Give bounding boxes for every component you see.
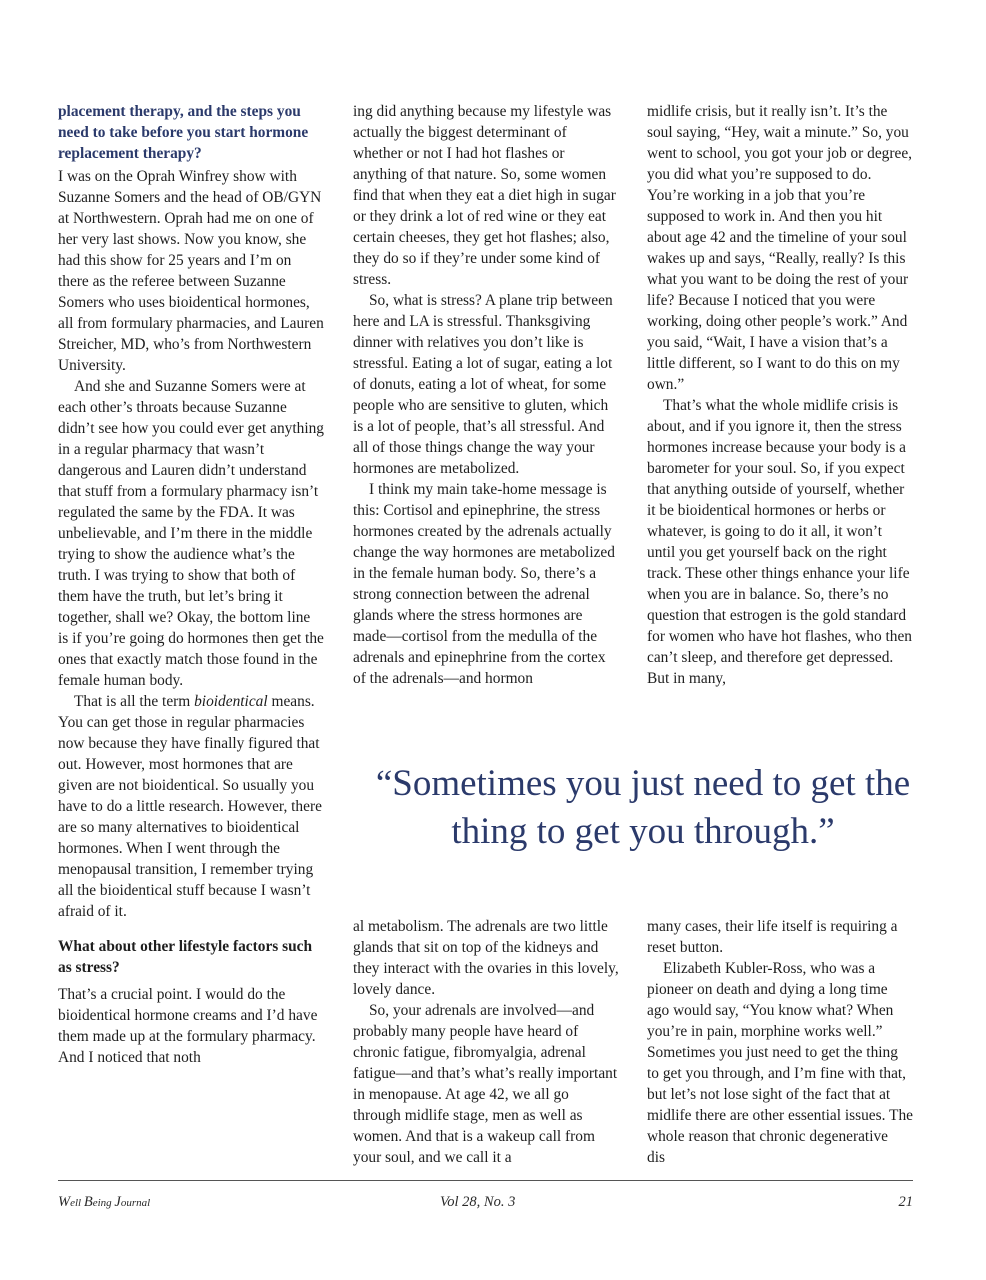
- answer-paragraph: many cases, their life itself is requiring a reset button.: [647, 918, 898, 956]
- paragraph-text: means. You can get those in regular pharmacies now because they have finally figured that out. However, most hormones that are given are not bioidentical. So usually you have to do a little research. However, there are so many alternatives to bioidentical hormones. When I went through the menopausal transition, I remember trying all the bioidentical stuff because I wasn’t afraid of it.: [58, 693, 322, 920]
- answer-paragraph: And she and Suzanne Somers were at each other’s throats because Suzanne didn’t see how you could ever get anything in a regular pharmacy that wasn’t dangerous and Lauren didn’t understand that stuff from a formulary pharmacy isn’t regulated the same by the FDA. It was unbelievable, and I’m there in the middle trying to show the audience what’s the truth. I was trying to show that both of them have the truth, but let’s bring it together, shall we? Okay, the bottom line is if you’re going do hormones then get the ones that exactly match those found in the female human body.: [58, 378, 324, 689]
- answer-paragraph: Elizabeth Kubler-Ross, who was a pioneer on death and dying a long time ago would say, “You know what? When you’re in pain, morphine works well.” Sometimes you just need to get the thing to get you through, and I’m fine with that, but let’s not lose sight of the fact that at midlife there are other essential issues. The whole reason that chronic degenerative dis: [647, 960, 913, 1166]
- article-column-3-bottom: [647, 916, 913, 1168]
- article-column-1: [58, 101, 324, 1068]
- answer-paragraph: midlife crisis, but it really isn’t. It’s the soul saying, “Hey, wait a minute.” So, you went to school, you got your job or degree, you did what you’re supposed to do. You’re working in a job that you’re supposed to work in. And then you hit about age 42 and the timeline of your soul wakes up and says, “Really, really? Is this what you want to be doing the rest of your life? Because I noticed that you were working, doing other people’s work.” And you said, “Wait, I have a vision that’s a little different, so I want to do this on my own.”: [647, 103, 913, 393]
- journal-name-part: eing: [92, 1197, 115, 1209]
- journal-name-part: ournal: [120, 1197, 151, 1209]
- answer-paragraph: That’s what the whole midlife crisis is about, and if you ignore it, then the stress hormones increase because your body is a barometer for your soul. So, if you expect that anything outside of yourself, whether it be bioidentical hormones or herbs or whatever, is going to do it all, it won’t until you get yourself back on the right track. These other things enhance your life when you are in balance. So, there’s no question that estrogen is the gold standard for women who have hot flashes, who then can’t sleep, and therefore get depressed. But in many,: [647, 397, 912, 687]
- journal-name-initial: B: [83, 1194, 93, 1210]
- answer-paragraph: That’s a crucial point. I would do the bioidentical hormone creams and I’d have them made up at the formulary pharmacy. And I noticed that noth: [58, 986, 318, 1066]
- article-column-2: [353, 101, 619, 689]
- answer-paragraph: al metabolism. The adrenals are two little glands that sit on top of the kidneys and they interact with the ovaries in this lovely, lovely dance.: [353, 918, 619, 998]
- answer-paragraph: I think my main take-home message is this: Cortisol and epinephrine, the stress hormones created by the adrenals actually change the way hormones are metabolized in the female human body. So, there’s a strong connection between the adrenal glands where the stress hormones are made—cortisol from the medulla of the adrenals and epinephrine from the cortex of the adrenals—and hormon: [353, 481, 615, 687]
- journal-name: [58, 1194, 150, 1211]
- page-number: 21: [898, 1194, 913, 1210]
- paragraph-text: That is all the term: [74, 693, 195, 710]
- answer-paragraph: I was on the Oprah Winfrey show with Suzanne Somers and the head of OB/GYN at Northwestern. Oprah had me on one of her very last shows. Now you know, she had this show for 25 years and I’m on there as the referee between Suzanne Somers who uses bioidentical hormones, all from formulary pharmacies, and Lauren Streicher, MD, who’s from Northwestern University.: [58, 168, 324, 374]
- answer-paragraph: ing did anything because my lifestyle was actually the biggest determinant of whether or not I had hot flashes or anything of that nature. So, some women find that when they eat a diet high in sugar or they drink a lot of red wine or they eat certain cheeses, they get hot flashes; also, they do so if they’re under some kind of stress.: [353, 103, 616, 288]
- interview-question-continued: placement therapy, and the steps you need to take before you start hormone replacement therapy?: [58, 103, 309, 162]
- issue-number: Vol 28, No. 3: [440, 1194, 516, 1210]
- journal-name-part: ell: [70, 1197, 84, 1209]
- interview-question: What about other lifestyle factors such as stress?: [58, 938, 313, 976]
- article-column-2-bottom: [353, 916, 619, 1168]
- pull-quote: “Sometimes you just need to get the thing to get you through.”: [375, 763, 911, 852]
- footer-divider: [58, 1180, 913, 1181]
- journal-name-initial: J: [114, 1194, 121, 1210]
- answer-paragraph: So, what is stress? A plane trip between here and LA is stressful. Thanksgiving dinner with relatives you don’t like is stressful. Eating a lot of sugar, eating a lot of donuts, eating a lot of wheat, for some people who are sensitive to gluten, which is a lot of people, that’s all stressful. And all of those things change the way your hormones are metabolized.: [353, 292, 613, 477]
- emphasized-term: bioidentical: [194, 693, 268, 710]
- answer-paragraph: [58, 691, 324, 922]
- journal-name-initial: W: [58, 1194, 71, 1210]
- article-column-3: [647, 101, 913, 689]
- answer-paragraph: So, your adrenals are involved—and probably many people have heard of chronic fatigue, fibromyalgia, adrenal fatigue—and that’s what’s really important in menopause. At age 42, we all go through midlife stage, men as well as women. And that is a wakeup call from your soul, and we call it a: [353, 1002, 618, 1166]
